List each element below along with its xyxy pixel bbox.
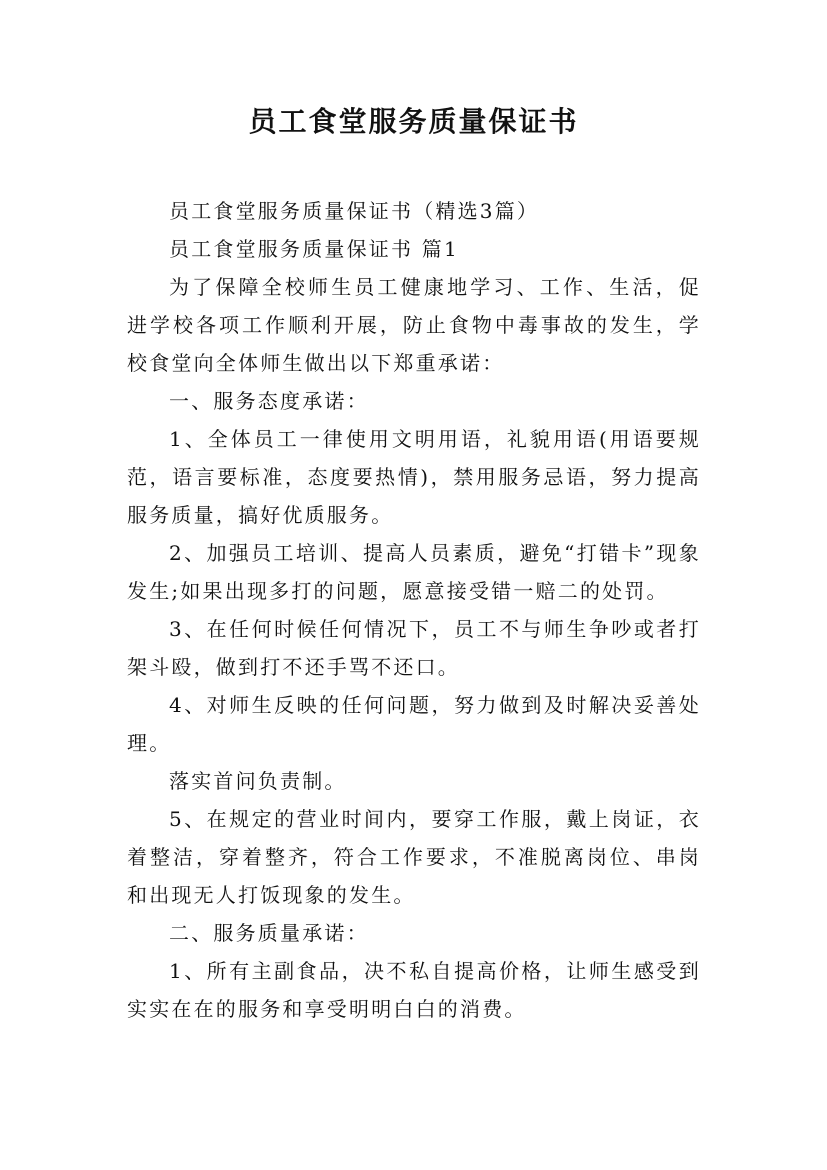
paragraph-subtitle: 员工食堂服务质量保证书（精选3篇） [169,199,540,223]
paragraph-quality-item-1: 1、所有主副食品，决不私自提高价格，让师生感受到实实在在的服务和享受明明白白的消费。 [127,959,701,1021]
paragraph-service-quality-heading: 二、服务质量承诺： [169,921,369,945]
paragraph-service-attitude-heading: 一、服务态度承诺： [169,389,369,413]
paragraph-item-1: 1、全体员工一律使用文明用语，礼貌用语(用语要规范，语言要标准，态度要热情)，禁用服务忌语，努力提高服务质量，搞好优质服务。 [127,427,701,527]
document-title: 员工食堂服务质量保证书 [248,105,579,138]
paragraph-section-heading: 员工食堂服务质量保证书 篇1 [169,237,459,261]
paragraph-item-2: 2、加强员工培训、提高人员素质，避免“打错卡”现象发生;如果出现多打的问题，愿意接受错一赔二的处罚。 [127,541,701,603]
paragraph-item-5: 5、在规定的营业时间内，要穿工作服，戴上岗证，衣着整洁，穿着整齐，符合工作要求，不准脱离岗位、串岗和出现无人打饭现象的发生。 [127,807,701,907]
paragraph-item-4: 4、对师生反映的任何问题，努力做到及时解决妥善处理。 [127,693,701,755]
paragraph-first-inquiry: 落实首问负责制。 [169,769,347,793]
paragraph-intro: 为了保障全校师生员工健康地学习、工作、生活，促进学校各项工作顺利开展，防止食物中毒事故的发生，学校食堂向全体师生做出以下郑重承诺： [127,275,701,375]
paragraph-item-3: 3、在任何时候任何情况下，员工不与师生争吵或者打架斗殴，做到打不还手骂不还口。 [127,617,701,679]
document-body [127,192,701,1028]
